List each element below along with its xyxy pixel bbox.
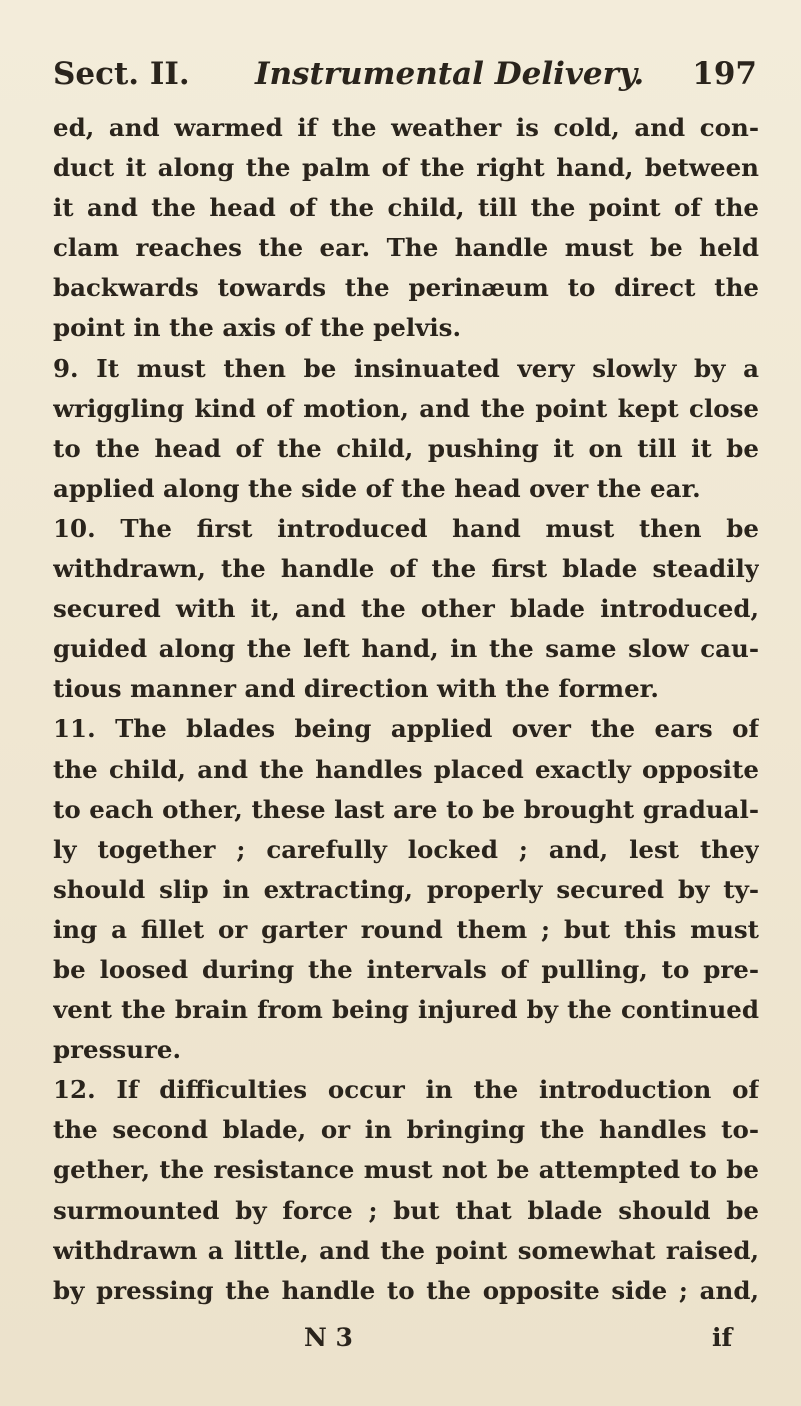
text-line: guided along the left hand, in the same slow cau- [53, 634, 759, 664]
text-line: point in the axis of the pelvis. [53, 313, 461, 343]
text-line: be loosed during the intervals of pulling, to pre- [53, 954, 759, 984]
text-line: ing a fillet or garter round them ; but this must [53, 914, 759, 944]
text-line: surmounted by force ; but that blade should be [53, 1195, 759, 1225]
text-line: the child, and the handles placed exactly opposite [53, 754, 759, 784]
text-line: applied along the side of the head over the ear. [53, 473, 701, 503]
text-line: 10. The first introduced hand must then be [53, 513, 759, 543]
text-line: 12. If difficulties occur in the introduction of [53, 1075, 759, 1105]
running-head [53, 56, 757, 106]
text-line: gether, the resistance must not be attempted to be [53, 1155, 759, 1185]
text-line: duct it along the palm of the right hand, between [53, 153, 759, 183]
text-line: withdrawn, the handle of the first blade steadily [53, 554, 759, 584]
text-line: it and the head of the child, till the point of the [53, 193, 759, 223]
signature-mark: N 3 [304, 1323, 353, 1352]
text-line: to each other, these last are to be brought gradual- [53, 794, 759, 824]
text-line: 9. It must then be insinuated very slowly by a [53, 353, 759, 383]
text-line: vent the brain from being injured by the continued [53, 995, 759, 1025]
page-footer [0, 1323, 801, 1363]
catchword: if [712, 1323, 733, 1352]
text-line: withdrawn a little, and the point somewhat raised, [53, 1235, 759, 1265]
text-line: should slip in extracting, properly secured by ty- [53, 874, 759, 904]
text-line: clam reaches the ear. The handle must be held [53, 233, 759, 263]
body-text [53, 108, 759, 1311]
text-line: to the head of the child, pushing it on till it be [53, 433, 759, 463]
text-line: the second blade, or in bringing the handles to- [53, 1115, 759, 1145]
running-title: Instrumental Delivery. [255, 56, 645, 92]
section-label: Sect. II. [53, 56, 190, 92]
text-line: wriggling kind of motion, and the point kept close [53, 393, 759, 423]
text-line: 11. The blades being applied over the ears of [53, 714, 759, 744]
text-line: by pressing the handle to the opposite side ; and, [53, 1275, 759, 1305]
text-line: ed, and warmed if the weather is cold, and con- [53, 113, 759, 142]
text-line: pressure. [53, 1035, 182, 1065]
text-line: ly together ; carefully locked ; and, lest they [53, 834, 759, 864]
text-line: backwards towards the perinæum to direct the [53, 273, 759, 303]
page-number: 197 [692, 56, 757, 92]
text-line: secured with it, and the other blade introduced, [53, 594, 759, 624]
text-line: tious manner and direction with the former. [53, 674, 659, 704]
